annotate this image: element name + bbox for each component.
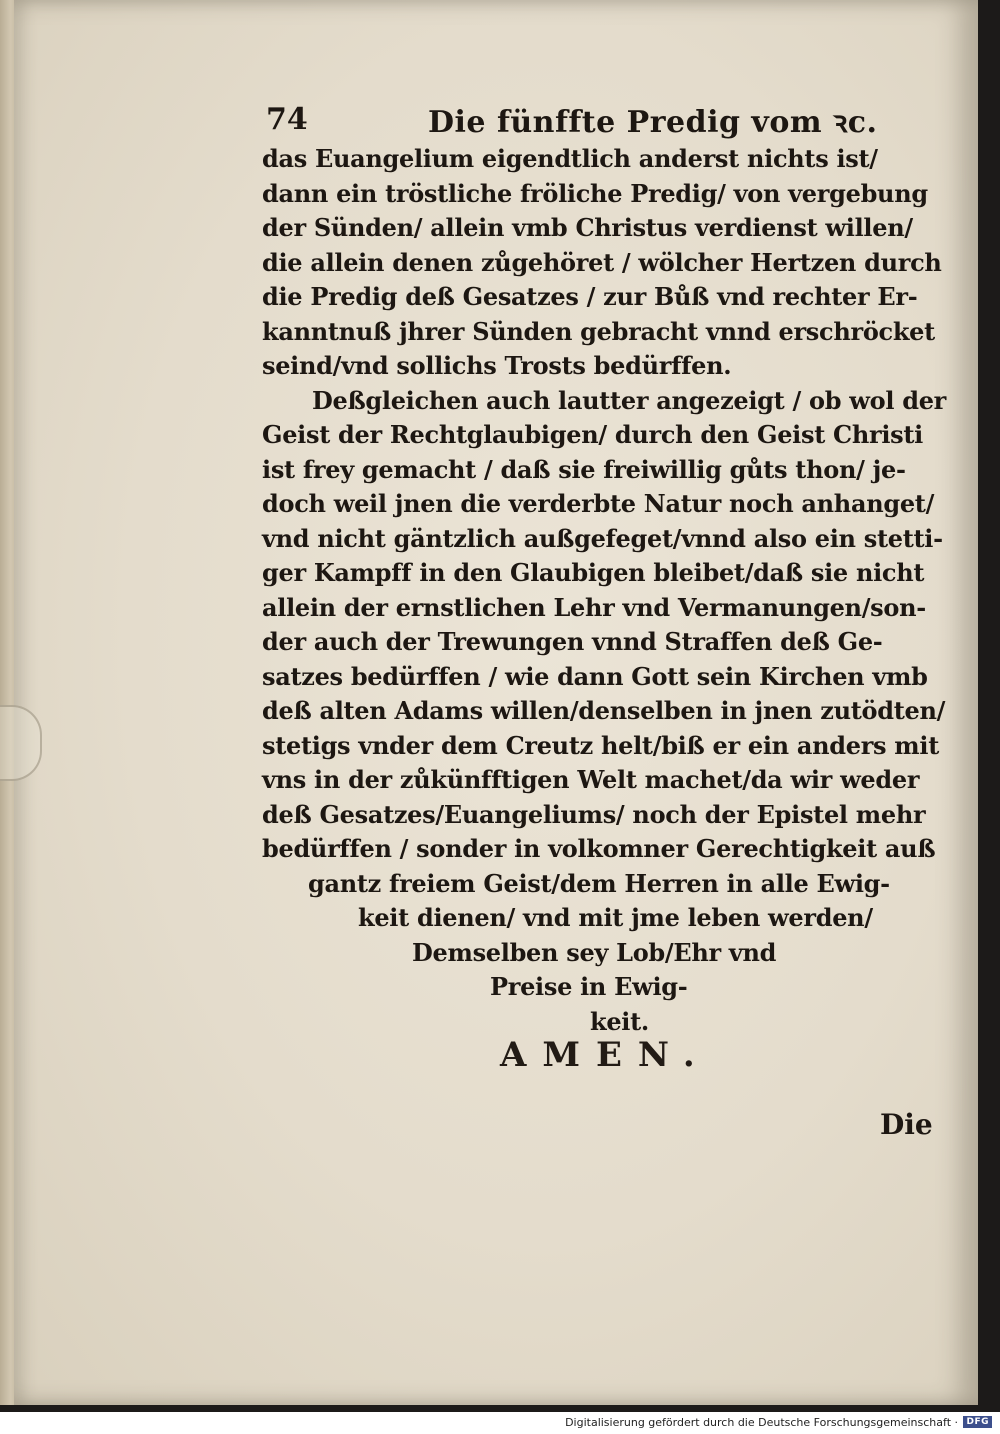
closing-line: Demselben sey Lob/Ehr vnd: [412, 937, 777, 967]
text-block: [262, 100, 947, 1039]
text-line: kanntnuß jhrer Sünden gebracht vnnd erschröcket: [262, 316, 935, 346]
text-line: Deßgleichen auch lautter angezeigt / ob wol der: [312, 385, 947, 415]
text-line: das Euangelium eigendtlich anderst nichts ist/: [262, 144, 878, 173]
closing-line: keit dienen/ vnd mit jme leben werden/: [358, 903, 873, 932]
text-line: die allein denen zůgehöret / wölcher Hertzen durch: [262, 247, 942, 277]
text-line: stetigs vnder dem Creutz helt/biß er ein anders mit: [262, 730, 939, 760]
catchword: Die: [880, 1108, 933, 1141]
footer-bar: [0, 1412, 1000, 1434]
closing-line: Preise in Ewig-: [490, 972, 688, 1001]
body-text: [262, 142, 947, 867]
text-line: der Sünden/ allein vmb Christus verdienst willen/: [262, 213, 913, 242]
page-header: [262, 100, 942, 142]
text-line: allein der ernstlichen Lehr vnd Vermanungen/son-: [262, 592, 926, 622]
text-line: deß Gesatzes/Euangeliums/ noch der Epistel mehr: [262, 799, 926, 829]
text-line: der auch der Trewungen vnnd Straffen deß Ge-: [262, 627, 883, 656]
text-line: doch weil jnen die verderbte Natur noch anhanget/: [262, 489, 935, 518]
text-line: ist frey gemacht / daß sie freiwillig gůts thon/ je-: [262, 454, 906, 484]
text-line: vns in der zůkünfftigen Welt machet/da wir weder: [262, 765, 920, 794]
text-line: satzes bedürffen / wie dann Gott sein Kirchen vmb: [262, 661, 928, 691]
dfg-logo: DFG: [963, 1416, 992, 1428]
closing-text: [262, 867, 942, 1040]
running-title: Die fünffte Predig vom ꝛc.: [428, 105, 878, 140]
closing-line: gantz freiem Geist/dem Herren in alle Ewig-: [308, 868, 890, 898]
text-line: Geist der Rechtglaubigen/ durch den Geist Christi: [262, 420, 923, 449]
amen-text: AMEN.: [500, 1035, 711, 1075]
text-line: deß alten Adams willen/denselben in jnen zutödten/: [262, 696, 946, 725]
closing-line: keit.: [590, 1006, 649, 1036]
funding-credit: Digitalisierung gefördert durch die Deutsche Forschungsgemeinschaft ·: [565, 1416, 958, 1429]
text-line: vnd nicht gäntzlich außgefeget/vnnd also ein stetti-: [262, 523, 943, 553]
text-line: dann ein tröstliche fröliche Predig/ von vergebung: [262, 178, 928, 208]
text-line: ger Kampff in den Glaubigen bleibet/daß sie nicht: [262, 558, 925, 587]
page-number: 74: [266, 102, 308, 137]
text-line: die Predig deß Gesatzes / zur Bůß vnd rechter Er-: [262, 282, 918, 311]
text-line: bedürffen / sonder in volkomner Gerechtigkeit auß: [262, 834, 936, 863]
text-line: seind/vnd sollichs Trosts bedürffen.: [262, 351, 732, 380]
